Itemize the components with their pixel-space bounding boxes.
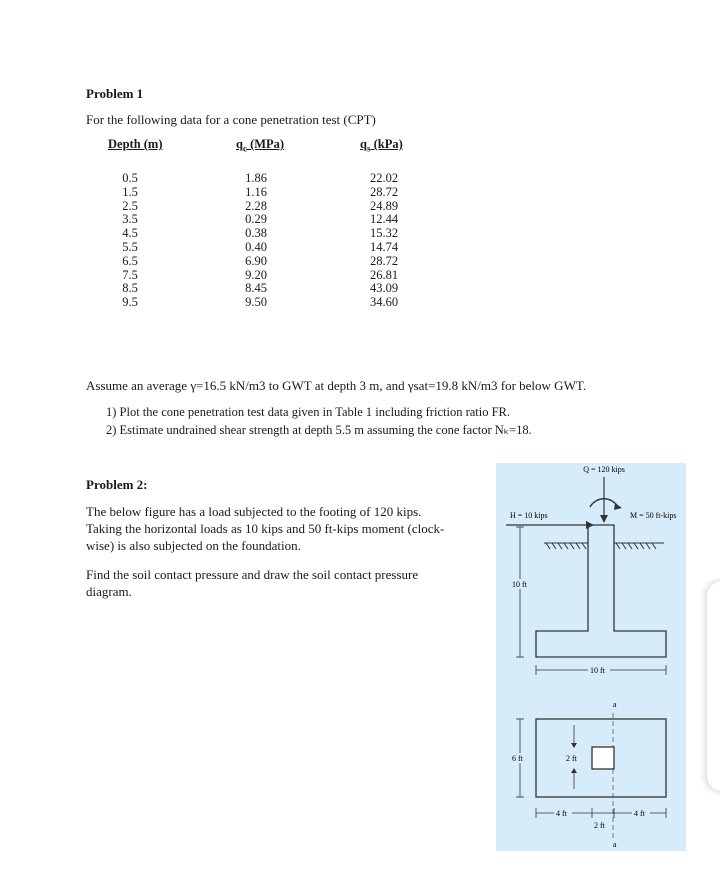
problem2-line: Taking the horizontal loads as 10 kips and 50 ft-kips moment (clock-	[86, 521, 445, 536]
m-label: M = 50 ft-kips	[630, 511, 677, 520]
left-dim: 4 ft	[556, 809, 567, 818]
footing-elevation	[536, 525, 666, 657]
problem2-paragraph-1	[86, 503, 444, 554]
col-width-dim: 2 ft	[594, 821, 605, 830]
qs-cell: 26.81	[369, 267, 399, 282]
depth-cell: 5.5	[122, 239, 138, 254]
q-arrow-head	[600, 515, 608, 523]
qc-cell: 2.28	[245, 198, 267, 213]
qs-cell: 22.02	[369, 171, 399, 185]
depth-cell: 0.5	[122, 171, 138, 185]
qc-column	[236, 172, 276, 310]
qc-cell: 1.86	[245, 171, 267, 185]
qc-cell: 6.90	[245, 253, 267, 268]
problem2-line: Find the soil contact pressure and draw the soil contact pressure	[86, 567, 419, 582]
moment-arrow-head	[614, 503, 622, 510]
depth-cell: 1.5	[122, 184, 138, 199]
qs-cell: 15.32	[369, 226, 399, 241]
width-label: 10 ft	[590, 666, 605, 675]
depth-cell: 6.5	[122, 253, 138, 268]
problem2-line: diagram.	[86, 584, 132, 599]
height-label: 10 ft	[512, 580, 527, 589]
footing-figure	[496, 463, 686, 851]
h-label: H = 10 kips	[510, 511, 548, 520]
column-plan	[592, 747, 614, 769]
problem2-paragraph-2	[86, 566, 418, 600]
qs-cell: 34.60	[369, 295, 399, 310]
qs-column	[362, 172, 406, 310]
qc-cell: 0.29	[245, 212, 267, 227]
ground-hatch-left	[544, 543, 588, 549]
section-mark-bottom: a	[613, 840, 617, 849]
qc-cell: 9.50	[245, 295, 267, 310]
right-dim: 4 ft	[634, 809, 645, 818]
ground-hatch-right	[614, 543, 664, 549]
depth-cell: 2.5	[122, 198, 138, 213]
problem1-intro: For the following data for a cone penetration test (CPT)	[86, 112, 376, 127]
side-panel-edge[interactable]	[706, 580, 720, 792]
depth-column	[110, 172, 150, 310]
header-qc-text: $q_c$ (MPa)	[236, 137, 285, 154]
task-item-2: 2) Estimate undrained shear strength at depth 5.5 m assuming the cone factor Nₖ=18.	[106, 423, 532, 437]
depth-cell: 4.5	[122, 226, 138, 241]
qc-cell: 1.16	[245, 184, 267, 199]
section-mark-top: a	[613, 700, 617, 709]
header-qs	[360, 137, 403, 154]
depth-cell: 7.5	[122, 267, 138, 282]
assumption-text: Assume an average γ=16.5 kN/m3 to GWT at depth 3 m, and γsat=19.8 kN/m3 for below GWT.	[86, 378, 587, 393]
problem1-title: Problem 1	[86, 86, 144, 101]
depth-cell: 3.5	[122, 212, 138, 227]
task-item-1: 1) Plot the cone penetration test data given in Table 1 including friction ratio FR.	[106, 405, 511, 419]
footing-diagram	[496, 463, 686, 851]
problem2-line: wise) is also subjected on the foundation.	[86, 538, 301, 553]
header-qc	[236, 137, 284, 154]
header-qs-text: $q_s$ (kPa)	[360, 137, 403, 154]
qc-cell: 0.38	[245, 226, 267, 241]
qs-cell: 24.89	[369, 198, 399, 213]
problem2-line: The below figure has a load subjected to the footing of 120 kips.	[86, 504, 422, 519]
qc-cell: 0.40	[245, 239, 267, 254]
depth-label: 6 ft	[512, 754, 523, 763]
header-depth: Depth (m)	[108, 137, 163, 151]
q-label: Q = 120 kips	[583, 465, 625, 474]
col-label: 2 ft	[566, 754, 577, 763]
qs-cell: 28.72	[369, 253, 399, 268]
qs-cell: 12.44	[369, 212, 399, 227]
qc-cell: 8.45	[245, 281, 267, 296]
qc-cell: 9.20	[245, 267, 267, 282]
qs-cell: 28.72	[369, 184, 399, 199]
depth-cell: 8.5	[122, 281, 138, 296]
problem2-title: Problem 2:	[86, 477, 148, 492]
qs-cell: 43.09	[369, 281, 399, 296]
qs-cell: 14.74	[369, 239, 399, 254]
depth-cell: 9.5	[122, 295, 138, 310]
